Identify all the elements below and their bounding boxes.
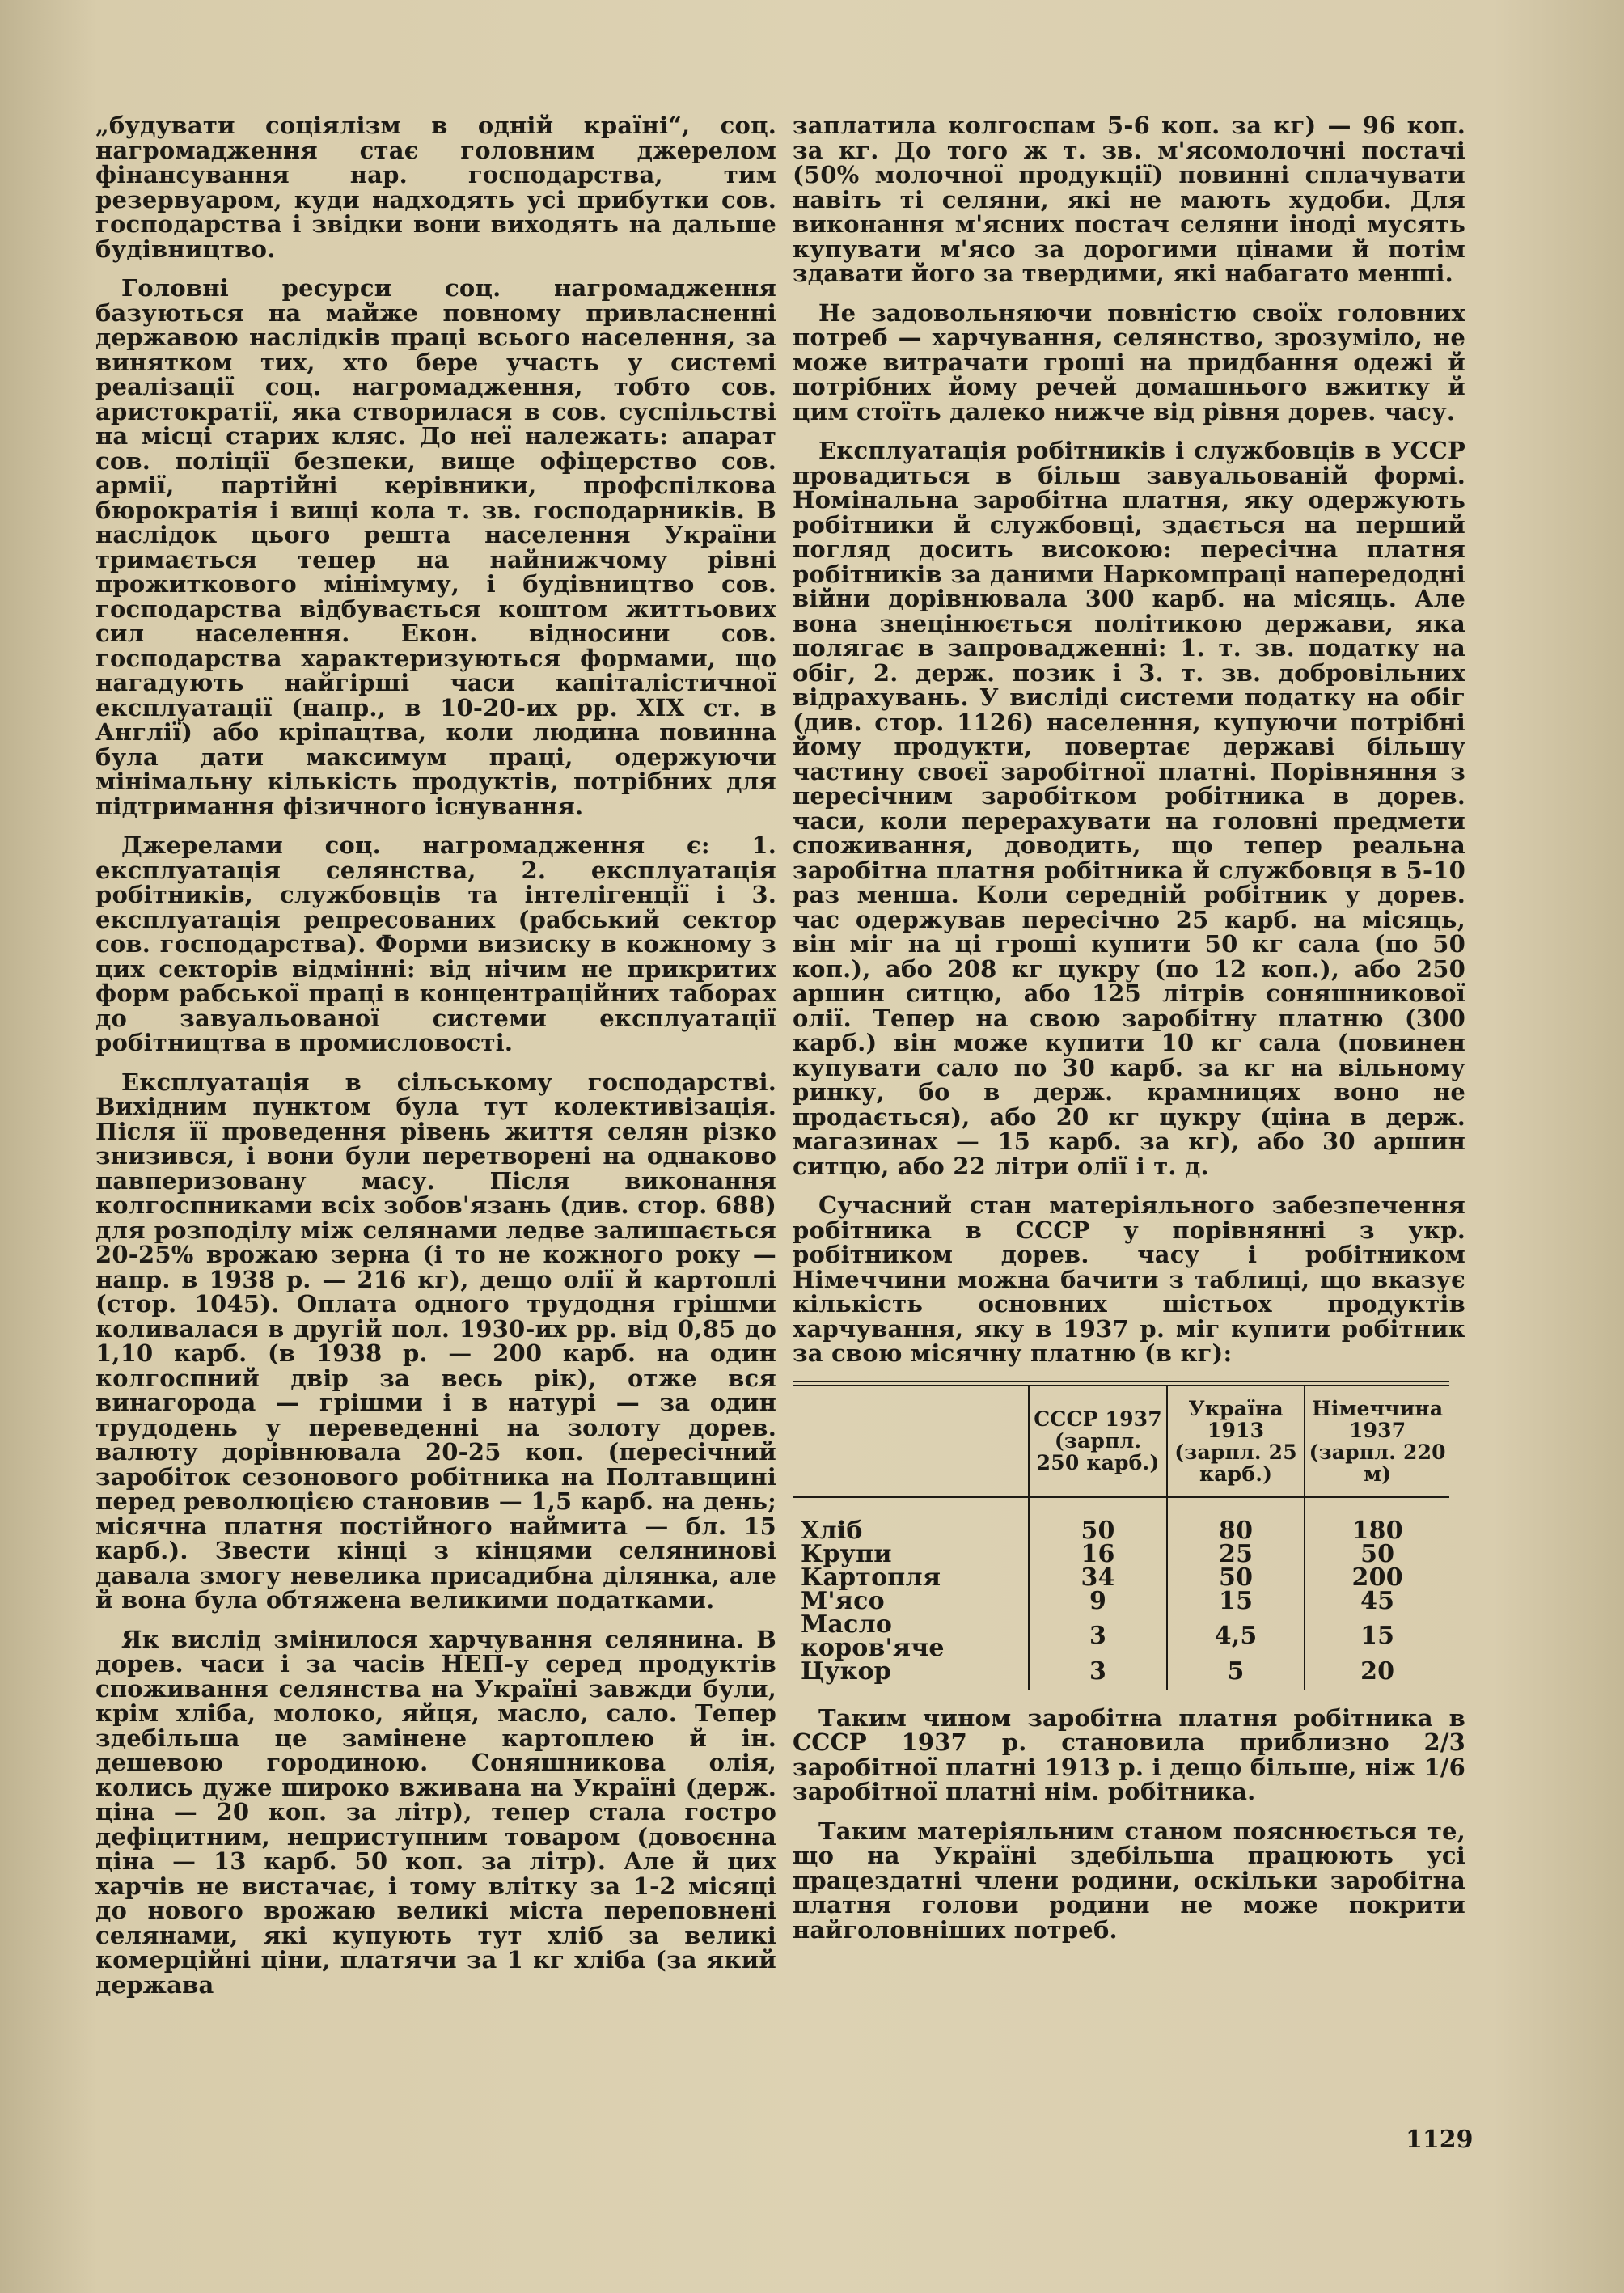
- paragraph: „будувати соціялізм в одній країні“, соц. нагромадження стає головним джерелом фінансування нар. господарства, тим резервуаром, куди надходять усі прибутки сов. господарства і звідки вони виходять на дальше будівництво.: [95, 112, 776, 263]
- table-row: [793, 1542, 1449, 1566]
- table-cell: 9: [1029, 1589, 1167, 1613]
- table-cell: 50: [1029, 1497, 1167, 1542]
- paragraph: Головні ресурси соц. нагромадження базуються на майже повному привласненні державою наслідків праці всього населення, за винятком тих, хто бере участь у системі реалізації соц. нагромадження, тобто сов. аристократії, яка створилася в сов. суспільстві на місці старих кляс. До неї належать: апарат сов. поліції безпеки, вище офіцерство сов. армії, партійні керівники, профспілкова бюрократія і вищі кола т. зв. господарників. В наслідок цього решта населення України тримається тепер на найнижчому рівні прожиткового мінімуму, і будівництво сов. господарства відбувається коштом життьових сил населення. Екон. відносини сов. господарства характеризуються формами, що нагадують найгірші часи капіталістичної експлуатації (напр., в 10-20-их рр. XIX ст. в Англії) або кріпацтва, коли людина повинна була дати максимум праці, одержуючи мінімальну кількість продуктів, потрібних для підтримання фізичного існування.: [95, 274, 776, 820]
- table-header-row: [793, 1383, 1449, 1497]
- table-cell: 25: [1167, 1542, 1305, 1566]
- table-cell: 15: [1167, 1589, 1305, 1613]
- paragraph: Як вислід змінилося харчування селянина. В дорев. часи і за часів НЕП-у серед продуктів споживання селянства на Україні завжди були, крім хліба, молоко, яйця, масло, сало. Тепер здебільша це замінене картоплею й ін. дешевою городиною. Соняшникова олія, колись дуже широко вживана на Україні (держ. ціна — 20 коп. за літр), тепер стала гостро дефіцитним, неприступним товаром (довоєнна ціна — 13 карб. 50 коп. за літр). Але й цих харчів не вистачає, і тому влітку за 1-2 місяці до нового врожаю великі міста переповнені селянами, які купують тут хліб за великі комерційні ціни, платячи за 1 кг хліба (за який держава: [95, 1625, 776, 1999]
- table-row: [793, 1660, 1449, 1690]
- table-row: [793, 1613, 1449, 1660]
- table-cell: 20: [1305, 1660, 1449, 1690]
- table-cell: Крупи: [801, 1539, 892, 1568]
- left-column: [95, 113, 776, 2012]
- table-cell: 4,5: [1167, 1613, 1305, 1660]
- table-cell: 50: [1305, 1542, 1449, 1566]
- paragraph: Джерелами соц. нагромадження є: 1. експлуатація селянства, 2. експлуатація робітників, службовців та інтелігенції і 3. експлуатація репресованих (рабський сектор сов. господарства). Форми визиску в кожному з цих секторів відмінні: від нічим не прикритих форм рабської праці в концентраційних таборах до завуальованої системи експлуатації робітництва в промисловості.: [95, 831, 776, 1056]
- paragraph: Експлуатація робітників і службовців в УССР провадиться в більш завуальованій формі. Номінальна заробітна платня, яку одержують робітники й службовці, здається на перший погляд досить високою: пересічна платня робітників за даними Наркомпраці напередодні війни дорівнювала 300 карб. на місяць. Але вона знецінюється політикою держави, яка полягає в запровадженні: 1. т. зв. податку на обіг, 2. держ. позик і 3. т. зв. добровільних відрахувань. У висліді системи податку на обіг (див. стор. 1126) населення, купуючи потрібні йому продукти, повертає державі більшу частину своєї заробітної платні. Порівняння з пересічним заробітком робітника в дорев. часи, коли перерахувати на головні предмети споживання, доводить, що тепер реальна заробітна платня робітника й службовця в 5-10 раз менша. Коли середній робітник у дорев. час одержував пересічно 25 карб. на місяць, він міг на ці гроші купити 50 кг сала (по 50 коп.), або 208 кг цукру (по 12 коп.), або 250 аршин ситцю, або 125 літрів соняшникової олії. Тепер на свою заробітну платню (300 карб.) він може купити 10 кг сала (повинен купувати сало по 30 карб. за кг на вільному ринку, бо в держ. крамницях воно не продається), або 20 кг цукру (ціна в держ. магазинах — 15 карб. за кг), або 30 аршин ситцю, або 22 літри олії і т. д.: [793, 437, 1465, 1180]
- table-cell: 80: [1167, 1497, 1305, 1542]
- table-row: [793, 1566, 1449, 1589]
- table-header-cell: [793, 1383, 1029, 1497]
- table-cell: М'ясо: [801, 1586, 885, 1615]
- table-cell: 16: [1029, 1542, 1167, 1566]
- table-cell: 45: [1305, 1589, 1449, 1613]
- paragraph: Таким матеріяльним станом пояснюється те, що на Україні здебільша працюють усі працездатні члени родини, оскільки заробітна платня голови родини не може покрити найголовніших потреб.: [793, 1817, 1465, 1944]
- table-cell: 180: [1305, 1497, 1449, 1542]
- page-number: 1129: [1406, 2126, 1474, 2154]
- table-cell: 3: [1029, 1660, 1167, 1690]
- paragraph: Не задовольняючи повністю своїх головних потреб — харчування, селянство, зрозуміло, не може витрачати гроші на придбання одежі й потрібних йому речей домашнього вжитку й цим стоїть далеко нижче від рівня дорев. часу.: [793, 298, 1465, 425]
- paragraph: Таким чином заробітна платня робітника в СССР 1937 р. становила приблизно 2/3 заробітної платні 1913 р. і дещо більше, ніж 1/6 заробітної платні нім. робітника.: [793, 1703, 1465, 1805]
- table-header-cell: Україна 1913 (зарпл. 25 карб.): [1167, 1383, 1305, 1497]
- table-cell: 5: [1167, 1660, 1305, 1690]
- table-row: [793, 1589, 1449, 1613]
- table-cell: Цукор: [801, 1656, 891, 1686]
- table-header-cell: Німеччина 1937 (зарпл. 220 м): [1305, 1383, 1449, 1497]
- table-cell: Масло коров'яче: [801, 1610, 945, 1662]
- table-cell: 50: [1167, 1566, 1305, 1589]
- table-cell: Картопля: [801, 1563, 941, 1592]
- paragraph: Експлуатація в сільському господарстві. Вихідним пунктом була тут колективізація. Після її проведення рівень життя селян різко знизився, і вони були перетворені на однаково павперизовану масу. Після виконання колгоспниками всіх зобов'язань (див. стор. 688) для розподілу між селянами ледве залишається 20-25% врожаю зерна (і то не кожного року — напр. в 1938 р. — 216 кг), дещо олії й картоплі (стор. 1045). Оплата одного трудодня грішми коливалася в другій пол. 1930-их рр. від 0,85 до 1,10 карб. (в 1938 р. — 200 карб. на один колгоспний двір за весь рік), отже вся винагорода — грішми і в натурі — за один трудодень у переведенні на золоту дорев. валюту дорівнювала 20-25 коп. (пересічний заробіток сезонового робітника на Полтавщині перед революцією становив — 1,5 карб. на день; місячна платня постійного наймита — бл. 15 карб.). Звести кінці з кінцями селянинові давала змогу невелика присадибна ділянка, але й вона була обтяжена великими податками.: [95, 1068, 776, 1614]
- paragraph: заплатила колгоспам 5-6 коп. за кг) — 96 коп. за кг. До того ж т. зв. м'ясомолочні постачі (50% молочної продукції) повинні сплачувати навіть ті селяни, які не мають худоби. Для виконання м'ясних постач селяни іноді мусять купувати м'ясо за дорогими цінами й потім здавати його за твердими, які набагато менші.: [793, 112, 1465, 287]
- table-row: [793, 1497, 1449, 1542]
- food-purchasing-power-table: [793, 1381, 1449, 1690]
- right-column: [793, 113, 1465, 1957]
- table-header-cell: СССР 1937 (зарпл. 250 карб.): [1029, 1383, 1167, 1497]
- table-cell: 3: [1029, 1613, 1167, 1660]
- table-cell: 200: [1305, 1566, 1449, 1589]
- paragraph: Сучасний стан матеріяльного забезпечення робітника в СССР у порівнянні з укр. робітником дорев. часу і робітником Німеччини можна бачити з таблиці, що вказує кількість основних шістьох продуктів харчування, яку в 1937 р. міг купити робітник за свою місячну платню (в кг):: [793, 1191, 1465, 1367]
- table-cell: 34: [1029, 1566, 1167, 1589]
- table-cell: Хліб: [801, 1516, 863, 1545]
- table-cell: 15: [1305, 1613, 1449, 1660]
